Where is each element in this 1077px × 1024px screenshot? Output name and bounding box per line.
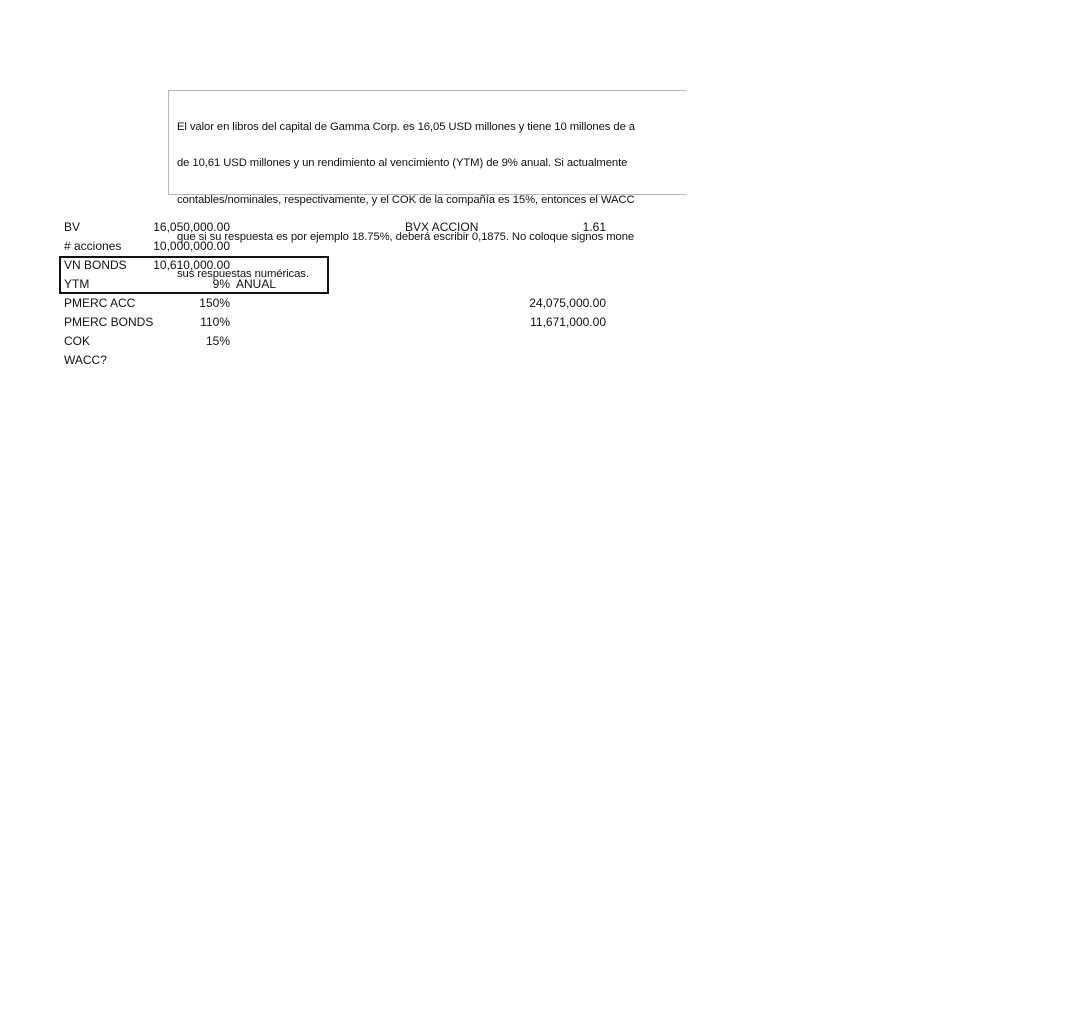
problem-line: contables/nominales, respectivamente, y el COK de la compañía es 15%, entonces el WACC bbox=[177, 194, 635, 207]
cell-acciones-value[interactable]: 10,000,000.00 bbox=[153, 239, 230, 253]
cell-wacc-label[interactable]: WACC? bbox=[64, 353, 107, 367]
cell-ytm-label[interactable]: YTM bbox=[64, 277, 90, 291]
cell-pmerc-acc-value[interactable]: 150% bbox=[199, 296, 230, 310]
cell-pmerc-acc-total[interactable]: 24,075,000.00 bbox=[529, 296, 606, 310]
cell-pmerc-bonds-value[interactable]: 110% bbox=[200, 315, 230, 329]
page-edge bbox=[686, 80, 768, 210]
problem-line: El valor en libros del capital de Gamma Corp. es 16,05 USD millones y tiene 10 millones de a bbox=[177, 120, 635, 133]
cell-bv-value[interactable]: 16,050,000.00 bbox=[153, 220, 230, 234]
cell-cok-label[interactable]: COK bbox=[64, 334, 91, 348]
problem-line: que si su respuesta es por ejemplo 18.75%, deberá escribir 0,1875. No coloque signos mone bbox=[177, 231, 635, 244]
cell-bvx-accion-value[interactable]: 1.61 bbox=[582, 220, 606, 234]
bonds-highlight-box bbox=[59, 256, 329, 294]
problem-line: sus respuestas numéricas. bbox=[177, 268, 309, 281]
cell-acciones-label[interactable]: # acciones bbox=[64, 239, 122, 253]
cell-bv-label[interactable]: BV bbox=[64, 220, 81, 234]
cell-pmerc-bonds-total[interactable]: 11,671,000.00 bbox=[530, 315, 606, 329]
cell-vn-bonds-value[interactable]: 10,610,000.00 bbox=[153, 258, 230, 272]
cell-ytm-value[interactable]: 9% bbox=[212, 277, 230, 291]
cell-pmerc-acc-label[interactable]: PMERC ACC bbox=[64, 296, 136, 310]
cell-pmerc-bonds-label[interactable]: PMERC BONDS bbox=[64, 315, 154, 329]
problem-line: de 10,61 USD millones y un rendimiento al vencimiento (YTM) de 9% anual. Si actualmente bbox=[177, 157, 628, 170]
cell-vn-bonds-label[interactable]: VN BONDS bbox=[64, 258, 127, 272]
cell-ytm-anual[interactable]: ANUAL bbox=[236, 277, 277, 291]
cell-bvx-accion-label[interactable]: BVX ACCION bbox=[405, 220, 479, 234]
cell-cok-value[interactable]: 15% bbox=[205, 334, 230, 348]
